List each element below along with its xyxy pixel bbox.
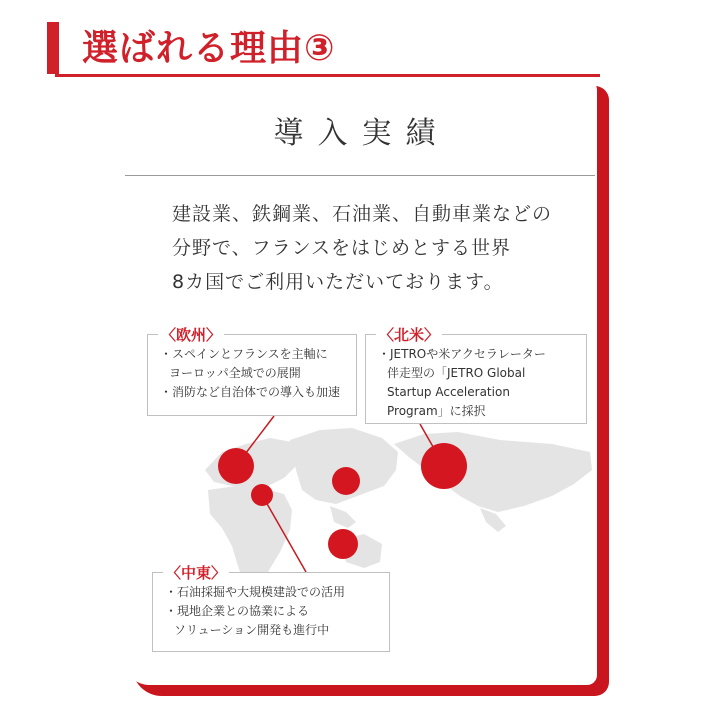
callout-middle-east (152, 564, 390, 652)
map-land (205, 428, 592, 586)
marker-middle-east (251, 484, 273, 506)
card-description: 建設業、鉄鋼業、石油業、自動車業などの 分野で、フランスをはじめとする世界 8カ国でご利用いただいております。 (172, 203, 553, 293)
callout-europe-label: 〈欧州〉 (158, 324, 224, 345)
callout-europe (147, 326, 357, 416)
callout-middle-east-item: ・現地企業との協業による ソリューション開発も進行中 (165, 604, 330, 637)
land-central-america (480, 508, 506, 532)
callout-north-america-item: ・JETROや米アクセラレーター 伴走型の「JETRO Global Startup Acceleration Program」に採択 (378, 347, 546, 418)
callout-europe-item: ・消防など自治体での導入も加速 (160, 385, 341, 399)
callout-north-america-label: 〈北米〉 (376, 324, 442, 345)
marker-north-america (421, 443, 467, 489)
marker-europe (218, 448, 254, 484)
callout-europe-item: ・スペインとフランスを主軸に ヨーロッパ全域での展開 (160, 347, 328, 380)
marker-asia (332, 467, 360, 495)
marker-oceania (328, 529, 358, 559)
callout-middle-east-item: ・石油採掘や大規模建設での活用 (165, 585, 346, 599)
card-title: 導入実績 (273, 116, 450, 151)
callout-middle-east-label: 〈中東〉 (163, 562, 229, 583)
land-se-asia (330, 506, 356, 528)
callout-north-america (365, 326, 587, 424)
section-title: 選ばれる理由③ (82, 28, 336, 69)
